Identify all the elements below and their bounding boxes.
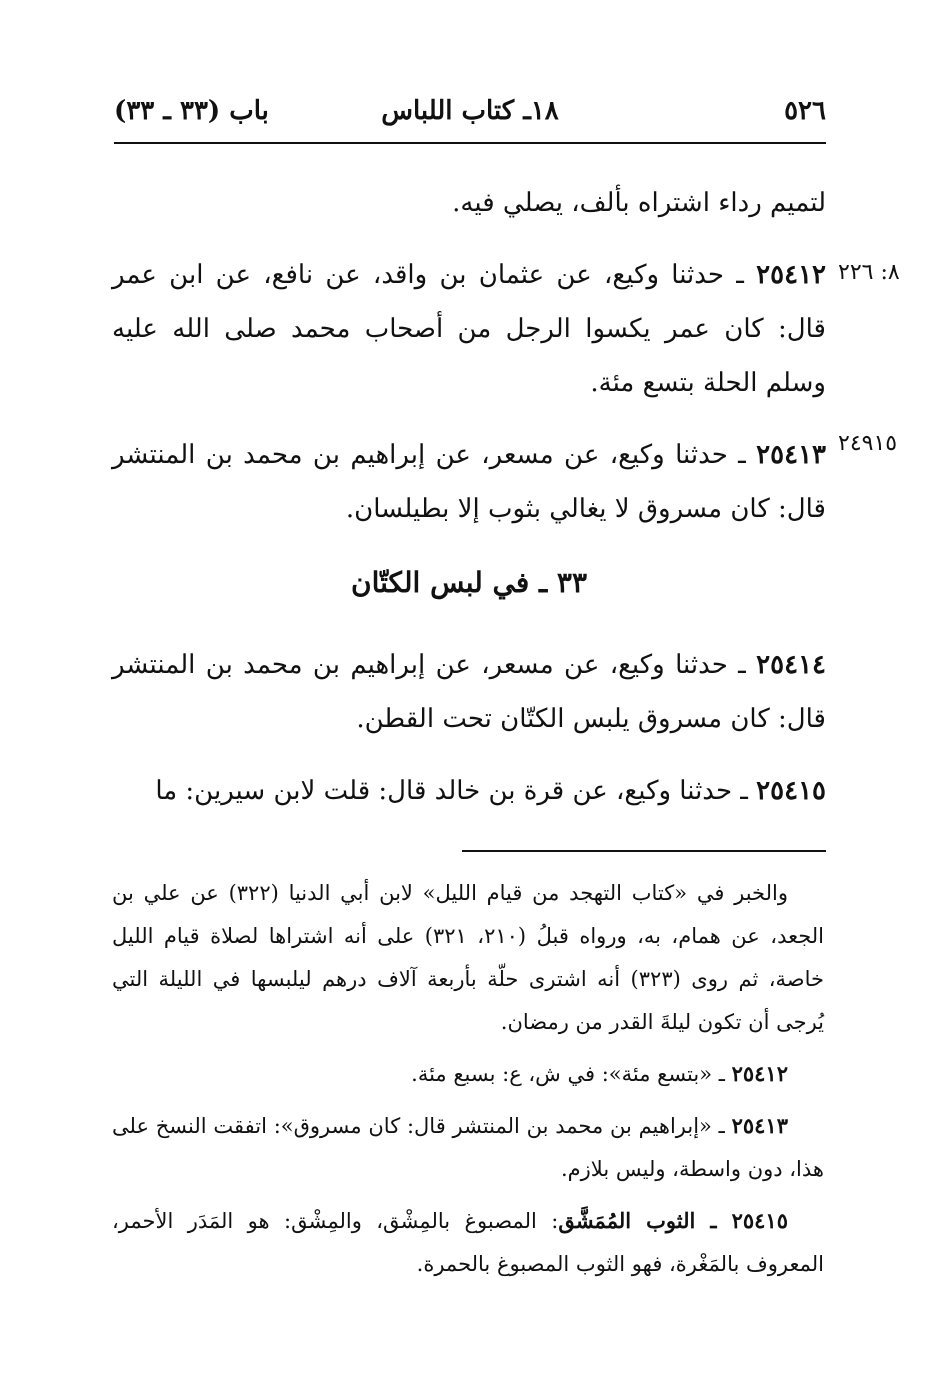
footnote-text: : المصبوغ بالمِشْق، والمِشْق: هو المَدَر الأحمر، المعروف بالمَغْرة، فهو الثوب المصبوغ بالحمرة. [112, 1209, 824, 1276]
hadith-number: ٢٥٤١٤ [756, 650, 826, 680]
margin-reference: ٨: ٢٢٦ [838, 260, 900, 285]
footnote-number: ٢٥٤١٢ [731, 1061, 788, 1086]
hadith-number: ٢٥٤١٣ [756, 440, 826, 470]
continuation-paragraph: لتميم رداء اشتراه بألف، يصلي فيه. [452, 188, 826, 218]
footnote-rule [462, 850, 826, 852]
chapter-title: ١٨ـ كتاب اللباس [381, 96, 559, 126]
hadith-number: ٢٥٤١٢ [756, 260, 826, 290]
footnote [112, 1199, 824, 1286]
running-header [114, 92, 826, 132]
header-rule [114, 142, 826, 144]
hadith-text: ـ حدثنا وكيع، عن مسعر، عن إبراهيم بن محمد بن المنتشر قال: كان مسروق يلبس الكتّان تحت القطن. [112, 650, 826, 734]
hadith-text: ـ حدثنا وكيع، عن قرة بن خالد قال: قلت لابن سيرين: ما [155, 776, 757, 806]
page-number: ٥٢٦ [784, 96, 826, 126]
hadith-paragraph [112, 764, 826, 818]
margin-reference: ٢٤٩١٥ [838, 431, 898, 456]
hadith-text: ـ حدثنا وكيع، عن عثمان بن واقد، عن نافع، عن ابن عمر قال: كان عمر يكسوا الرجل من أصحاب محمد صلى الله عليه وسلم الحلة بتسع مئة. [112, 260, 826, 398]
hadith-number: ٢٥٤١٥ [756, 776, 826, 806]
main-text [112, 176, 826, 836]
footnote-text: ـ «إبراهيم بن محمد بن المنتشر قال: كان مسروق»: اتفقت النسخ على هذا، دون واسطة، وليس بلازم. [112, 1114, 824, 1181]
section-heading: ٣٣ ـ في لبس الكتّان [351, 566, 587, 599]
footnote-number: ٢٥٤١٣ [731, 1113, 788, 1138]
footnotes [112, 872, 824, 1294]
footnote-text: ـ «بتسع مئة»: في ش، ع: بسبع مئة. [411, 1062, 732, 1086]
hadith-text: ـ حدثنا وكيع، عن مسعر، عن إبراهيم بن محمد بن المنتشر قال: كان مسروق لا يغالي بثوب إلا بطيلسان. [112, 440, 826, 524]
footnote-number: ٢٥٤١٥ [731, 1208, 788, 1233]
footnote-intro: والخبر في «كتاب التهجد من قيام الليل» لابن أبي الدنيا (٣٢٢) عن علي بن الجعد، عن همام، به، ورواه قبلُ (٢١٠، ٣٢١) على أنه اشتراها لصلاة قيام الليل خاصة، ثم روى (٣٢٣) أنه اشترى حلّة بأربعة آلاف درهم ليلبسها في الليلة التي يُرجى أن تكون ليلةَ القدر من رمضان. [112, 881, 825, 1034]
footnote [112, 1104, 824, 1191]
hadith-paragraph [112, 638, 826, 746]
hadith-paragraph [112, 248, 826, 410]
footnote-term: ـ الثوب المُمَشَّق [558, 1208, 732, 1233]
hadith-paragraph [112, 428, 826, 536]
footnote [112, 1052, 824, 1096]
bab-reference: باب (٣٣ ـ ٣٣) [114, 96, 269, 126]
